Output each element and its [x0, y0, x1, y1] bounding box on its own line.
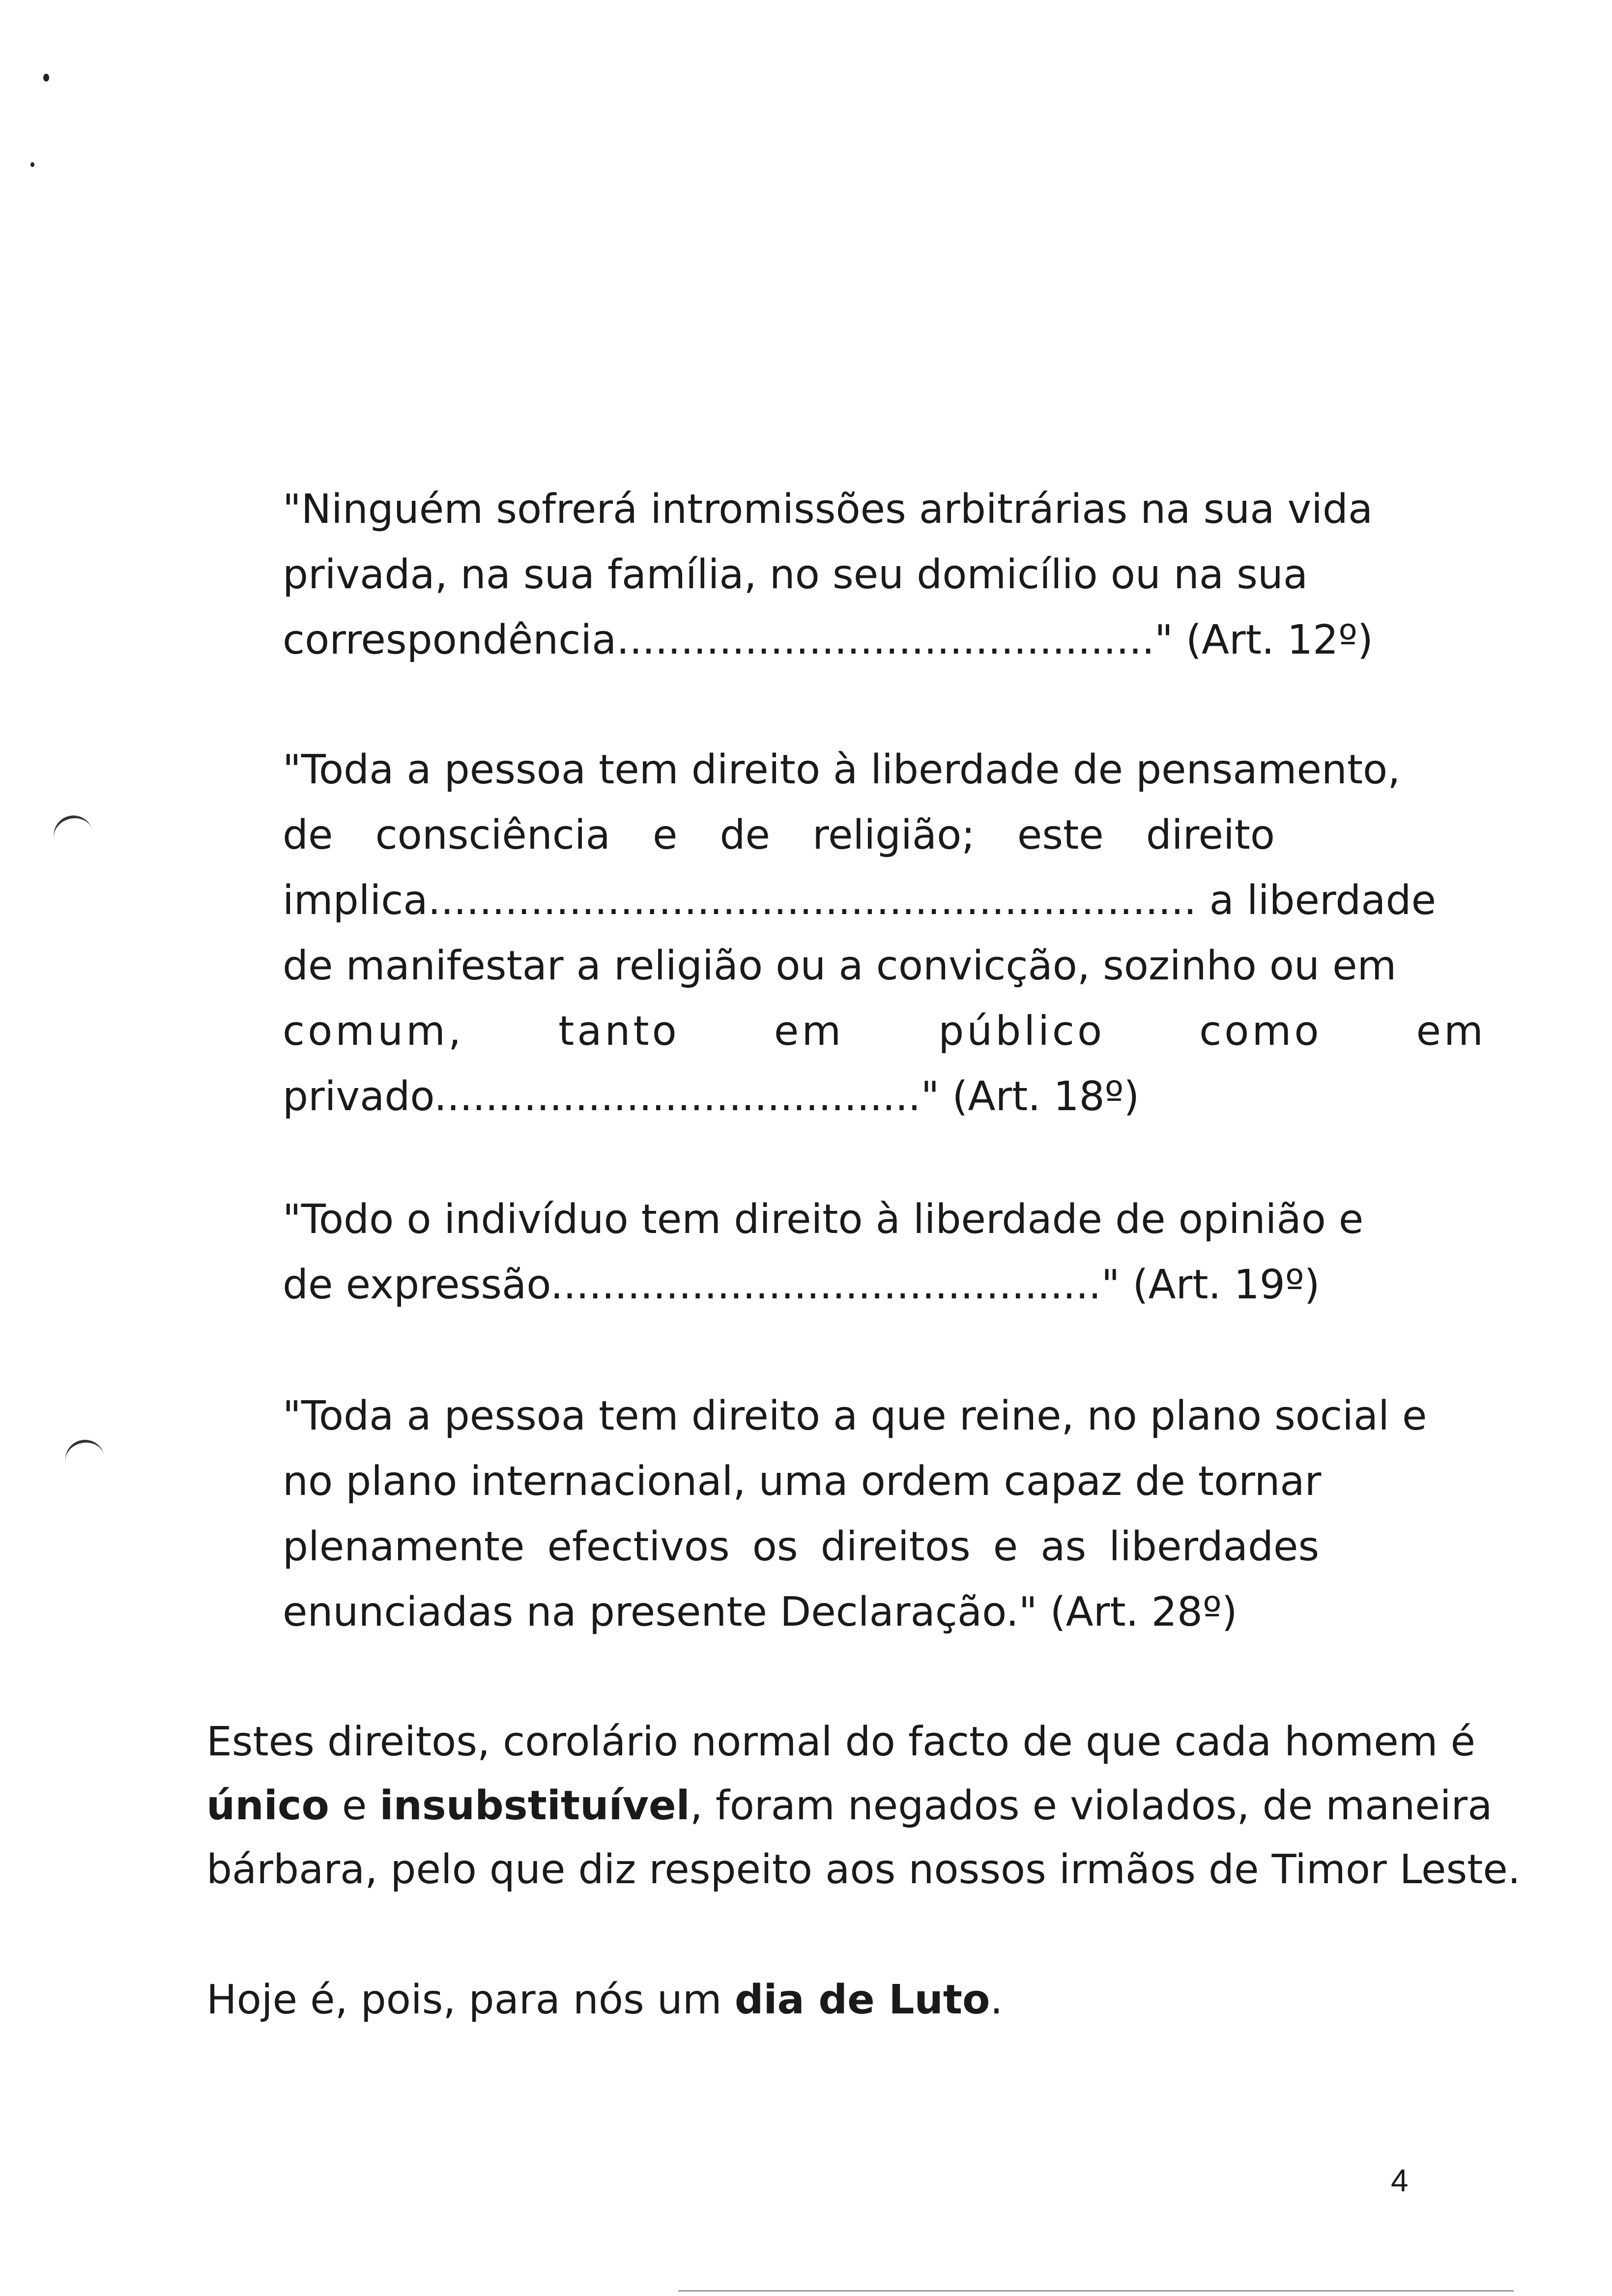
emphasis-insubstituivel: insubstituível: [379, 1782, 690, 1829]
scan-edge-line: [678, 2290, 1514, 2292]
quote-line: comum, tanto em público como em: [283, 1008, 1486, 1055]
quote-line: de manifestar a religião ou a convicção, sozinho ou em: [283, 943, 1397, 989]
quote-art-28: [283, 1383, 1427, 1645]
quote-line: implica............................................................ a liberdade: [283, 877, 1437, 924]
quote-line: "Toda a pessoa tem direito à liberdade de pensamento,: [283, 746, 1401, 793]
quote-line: privado......................................" (Art. 18º): [283, 1073, 1140, 1120]
quote-line: de consciência e de religião; este direito: [283, 812, 1275, 859]
body-paragraph: [206, 1710, 1521, 1902]
punch-hole-mark: [49, 811, 93, 843]
quote-line: no plano internacional, uma ordem capaz de tornar: [283, 1458, 1322, 1505]
quote-line: "Ninguém sofrerá intromissões arbitrárias na sua vida: [283, 486, 1373, 533]
paragraph-line: Estes direitos, corolário normal do facto de que cada homem é: [206, 1719, 1476, 1765]
scan-speck: [30, 162, 34, 167]
paragraph-line: bárbara, pelo que diz respeito aos nossos irmãos de Timor Leste.: [206, 1846, 1521, 1893]
emphasis-dia-de-luto: dia de Luto: [734, 1977, 990, 2023]
emphasis-unico: único: [206, 1782, 329, 1829]
quote-art-19: [283, 1187, 1374, 1318]
paragraph-line: único e insubstituível, foram negados e violados, de maneira: [206, 1782, 1493, 1829]
page-number: 4: [1391, 2163, 1409, 2198]
quote-line: plenamente efectivos os direitos e as liberdades: [283, 1523, 1320, 1570]
quote-line: "Toda a pessoa tem direito a que reine, no plano social e: [283, 1393, 1427, 1439]
quote-line: correspondência.........................................." (Art. 12º): [283, 617, 1373, 663]
quote-line: privada, na sua família, no seu domicílio ou na sua: [283, 551, 1308, 598]
scan-speck: [43, 74, 49, 82]
closing-line: Hoje é, pois, para nós um dia de Luto.: [206, 1977, 1003, 2023]
quote-line: de expressão..........................................." (Art. 19º): [283, 1262, 1320, 1308]
punch-hole-mark: [62, 1436, 105, 1465]
quote-line: enunciadas na presente Declaração." (Art. 28º): [283, 1589, 1238, 1636]
quote-line: "Todo o indivíduo tem direito à liberdade de opinião e: [283, 1196, 1364, 1243]
quote-art-12: [283, 477, 1374, 673]
quote-art-18: [283, 737, 1486, 1129]
